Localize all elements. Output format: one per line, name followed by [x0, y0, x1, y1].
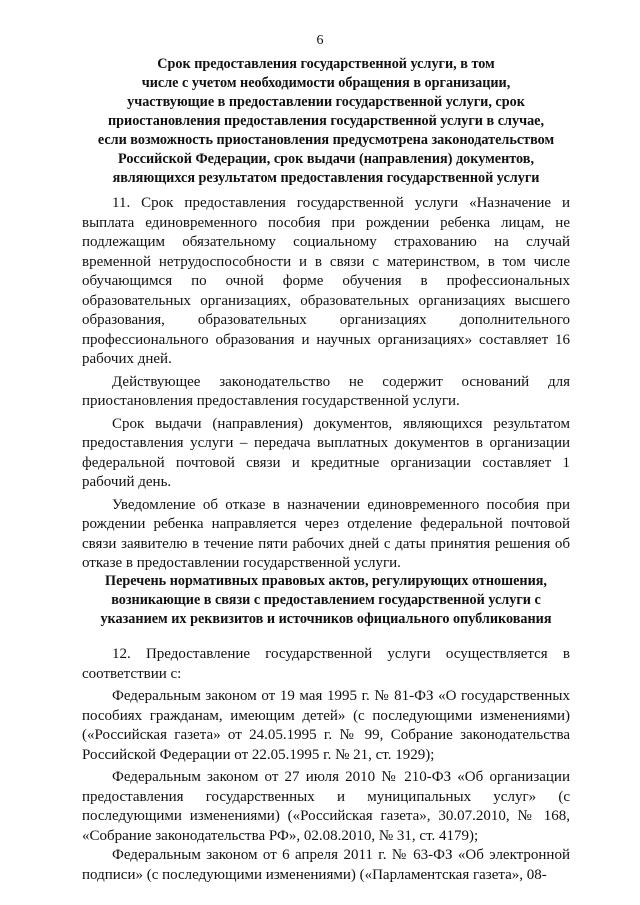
heading-line: являющихся результатом предоставления государственной услуги: [112, 170, 540, 186]
heading-line: возникающие в связи с предоставлением государственной услуги с: [111, 592, 541, 608]
heading-line: числе с учетом необходимости обращения в организации,: [141, 75, 511, 91]
paragraph-11: 11. Срок предоставления государственной услуги «Назначение и выплата единовременного пособия при рождении ребенка лицам, не подлежащим обязательному социальному страхованию на случай временной нетрудоспособности и в связи с материнством, в том числе обучающимся по очной форме обучения в профессиональных образовательных организациях, образовательных организациях высшего образования, образовательных организациях дополнительного профессионального образования и научных организациях» составляет 16 рабочих дней.: [82, 195, 570, 367]
heading-line: Срок предоставления государственной услуги, в том: [157, 56, 495, 72]
paragraph-issue-term: Срок выдачи (направления) документов, являющихся результатом предоставления услуги – передача выплатных документов в организации федеральной почтовой связи и кредитные организации составляет 1 рабочий день.: [82, 415, 570, 490]
paragraph-12: 12. Предоставление государственной услуги осуществляется в соответствии с:: [82, 646, 570, 682]
page-number: 6: [316, 33, 324, 48]
paragraph-refusal-notice: Уведомление об отказе в назначении единовременного пособия при рождении ребенка направляется через отделение федеральной почтовой связи заявителю в течение пяти рабочих дней с даты принятия решения об отказе в предоставлении государственной услуги.: [82, 496, 570, 571]
paragraph-cut-wrapper: [82, 846, 570, 886]
section-body-legal-acts: [82, 645, 570, 886]
paragraph-law-210fz: Федеральным законом от 27 июля 2010 № 210-ФЗ «Об организации предоставления государственных и муниципальных услуг» (с последующими изменениями) («Российская газета», 30.07.2010, № 168, «Собрание законодательства РФ», 02.08.2010, № 31, ст. 4179);: [82, 769, 570, 844]
section-heading-legal-acts: [82, 572, 570, 629]
heading-line: приостановления предоставления государственной услуги в случае,: [107, 113, 545, 129]
heading-line: Перечень нормативных правовых актов, регулирующих отношения,: [105, 573, 547, 589]
paragraph-law-63fz: Федеральным законом от 6 апреля 2011 г. № 63-ФЗ «Об электронной подписи» (с последующими изменениями) («Парламентская газета», 08-: [82, 847, 570, 883]
heading-line: указанием их реквизитов и источников официального опубликования: [100, 611, 552, 627]
paragraph-no-suspension: Действующее законодательство не содержит оснований для приостановления предоставления государственной услуги.: [82, 373, 570, 409]
section-body-deadlines: [82, 194, 570, 574]
heading-line: Российской Федерации, срок выдачи (направления) документов,: [118, 151, 534, 167]
heading-line: участвующие в предоставлении государственной услуги, срок: [127, 94, 525, 110]
paragraph-law-81fz: Федеральным законом от 19 мая 1995 г. № 81-ФЗ «О государственных пособиях гражданам, имеющим детей» (с последующими изменениями) («Российская газета» от 24.05.1995 г. № 99, Собрание законодательства Российской Федерации от 22.05.1995 г. № 21, ст. 1929);: [82, 688, 570, 763]
section-heading-deadlines: [82, 55, 570, 188]
heading-line: если возможность приостановления предусмотрена законодательством: [97, 132, 555, 148]
